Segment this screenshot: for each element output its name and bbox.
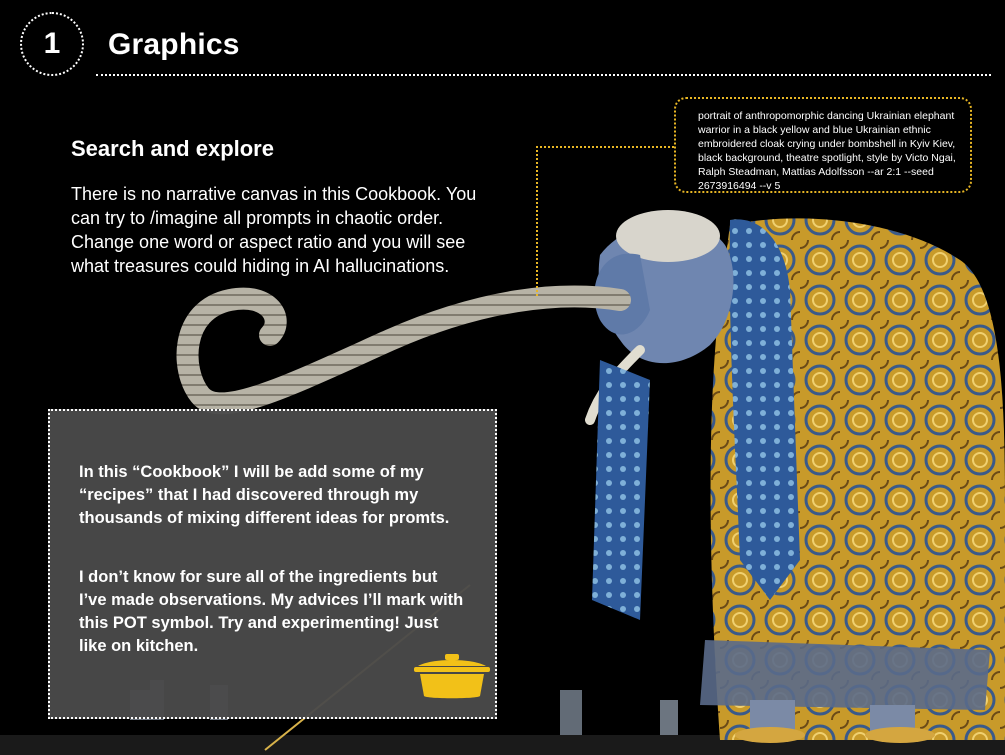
header-divider [96, 74, 991, 76]
chapter-badge [20, 12, 84, 76]
card-paragraph-1: In this “Cookbook” I will be add some of my “recipes” that I had discovered through my thousands of mixing different ideas for promts. [79, 463, 450, 527]
intro-paragraph: There is no narrative canvas in this Cookbook. You can try to /imagine all prompts in chaotic order. Change one word or aspect ratio and you will see what treasures could hiding in AI hallucinations. [71, 184, 477, 276]
page-title: Graphics [108, 28, 240, 61]
pot-icon [412, 652, 492, 700]
prompt-text: portrait of anthropomorphic dancing Ukrainian elephant warrior in a black yellow and blue Ukrainian ethnic embroidered cloak crying under bombshell in Kyiv Kiev, black background, theatre spotlight, style by Victo Ngai, Ralph Steadman, Mattias Adolfsson --ar 2:1 --seed 2673916494 --v 5 [698, 110, 956, 192]
card-paragraph-2: I don’t know for sure all of the ingredients but I’ve made observations. My advices I’ll mark with this POT symbol. Try and experimenting! Just like on kitchen. [79, 568, 464, 655]
prompt-callout [674, 97, 972, 193]
section-heading: Search and explore [71, 136, 274, 161]
chapter-number: 1 [43, 27, 61, 60]
prompt-leader-line [536, 146, 674, 296]
